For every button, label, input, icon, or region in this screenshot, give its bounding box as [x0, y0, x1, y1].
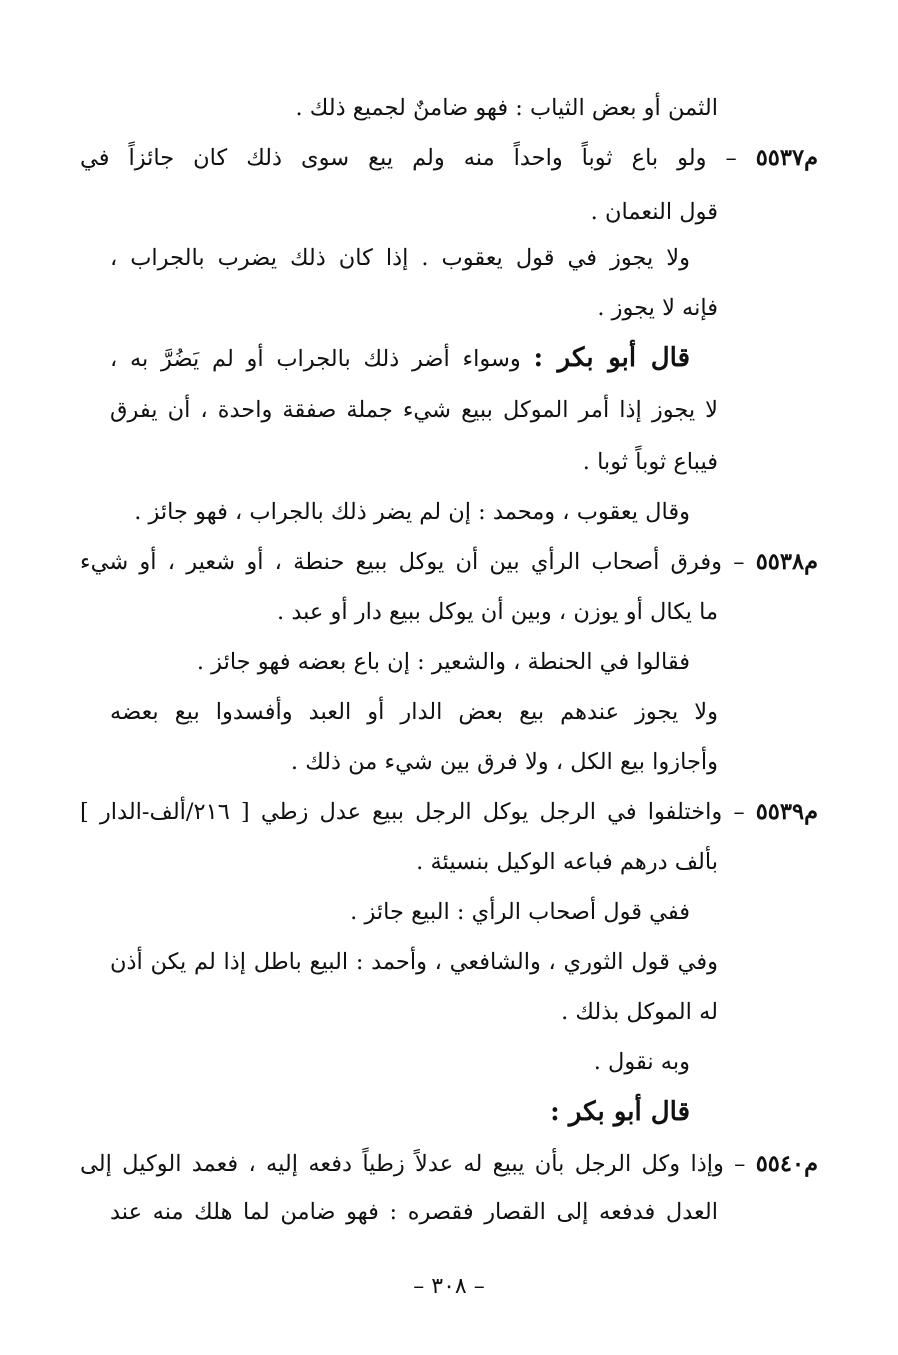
section-heading: قال أبو بكر : [550, 1097, 690, 1127]
entry-number: م٥٥٣٩ [755, 799, 818, 825]
text-line: وبه نقول . [593, 1049, 690, 1075]
speaker-heading: قال أبو بكر : [533, 343, 690, 373]
text-line: وفي قول الثوري ، والشافعي ، وأحمد : البيع باطل إذا لم يكن أذن [110, 949, 718, 975]
page-number: – ٣٠٨ – [413, 1274, 485, 1299]
entry-number: م٥٥٣٨ [755, 549, 818, 575]
text-line: وأجازوا بيع الكل ، ولا فرق بين شيء من ذلك . [290, 749, 718, 775]
entry-number: م٥٥٣٧ [755, 145, 818, 171]
text-line: ولا يجوز في قول يعقوب . إذا كان ذلك يضرب بالجراب ، [110, 245, 690, 271]
text-line: العدل فدفعه إلى القصار فقصره : فهو ضامن لما هلك منه عند [110, 1199, 718, 1225]
text-line: له الموكل بذلك . [561, 999, 718, 1025]
text-line: لا يجوز إذا أمر الموكل ببيع شيء جملة صفقة واحدة ، أن يفرق [110, 397, 718, 423]
numbered-paragraph: م٥٥٤٠ – وإذا وكل الرجل بأن يبيع له عدلاً زطياً دفعه إليه ، فعمد الوكيل إلى [80, 1151, 818, 1177]
numbered-paragraph: م٥٥٣٧ – ولو باع ثوباً واحداً منه ولم يبع سوى ذلك كان جائزاً في [80, 145, 818, 171]
text-line: ففي قول أصحاب الرأي : البيع جائز . [350, 899, 690, 925]
text-line: قال أبو بكر : وسواء أضر ذلك بالجراب أو لم يَضُرَّ به ، [110, 343, 690, 373]
text-line: ما يكال أو يوزن ، وبين أن يوكل ببيع دار أو عبد . [277, 599, 718, 625]
numbered-paragraph: م٥٥٣٨ – وفرق أصحاب الرأي بين أن يوكل ببيع حنطة ، أو شعير ، أو شيء [80, 549, 818, 575]
numbered-paragraph: م٥٥٣٩ – واختلفوا في الرجل يوكل الرجل ببيع عدل زطي [ ٢١٦/ألف-الدار ] [80, 799, 818, 825]
text-line: فيباع ثوباً ثوبا . [582, 449, 718, 475]
text-line: وقال يعقوب ، ومحمد : إن لم يضر ذلك بالجراب ، فهو جائز . [134, 499, 690, 525]
text-line: فإنه لا يجوز . [597, 295, 718, 321]
entry-number: م٥٥٤٠ [755, 1151, 818, 1177]
text-line: قول النعمان . [590, 199, 718, 225]
text-line: ولا يجوز عندهم بيع بعض الدار أو العبد وأفسدوا بيع بعضه [110, 699, 718, 725]
text-line: فقالوا في الحنطة ، والشعير : إن باع بعضه فهو جائز . [196, 649, 690, 675]
text-line: الثمن أو بعض الثياب : فهو ضامنٌ لجميع ذلك . [295, 95, 718, 121]
text-line: بألف درهم فباعه الوكيل بنسيئة . [416, 849, 718, 875]
